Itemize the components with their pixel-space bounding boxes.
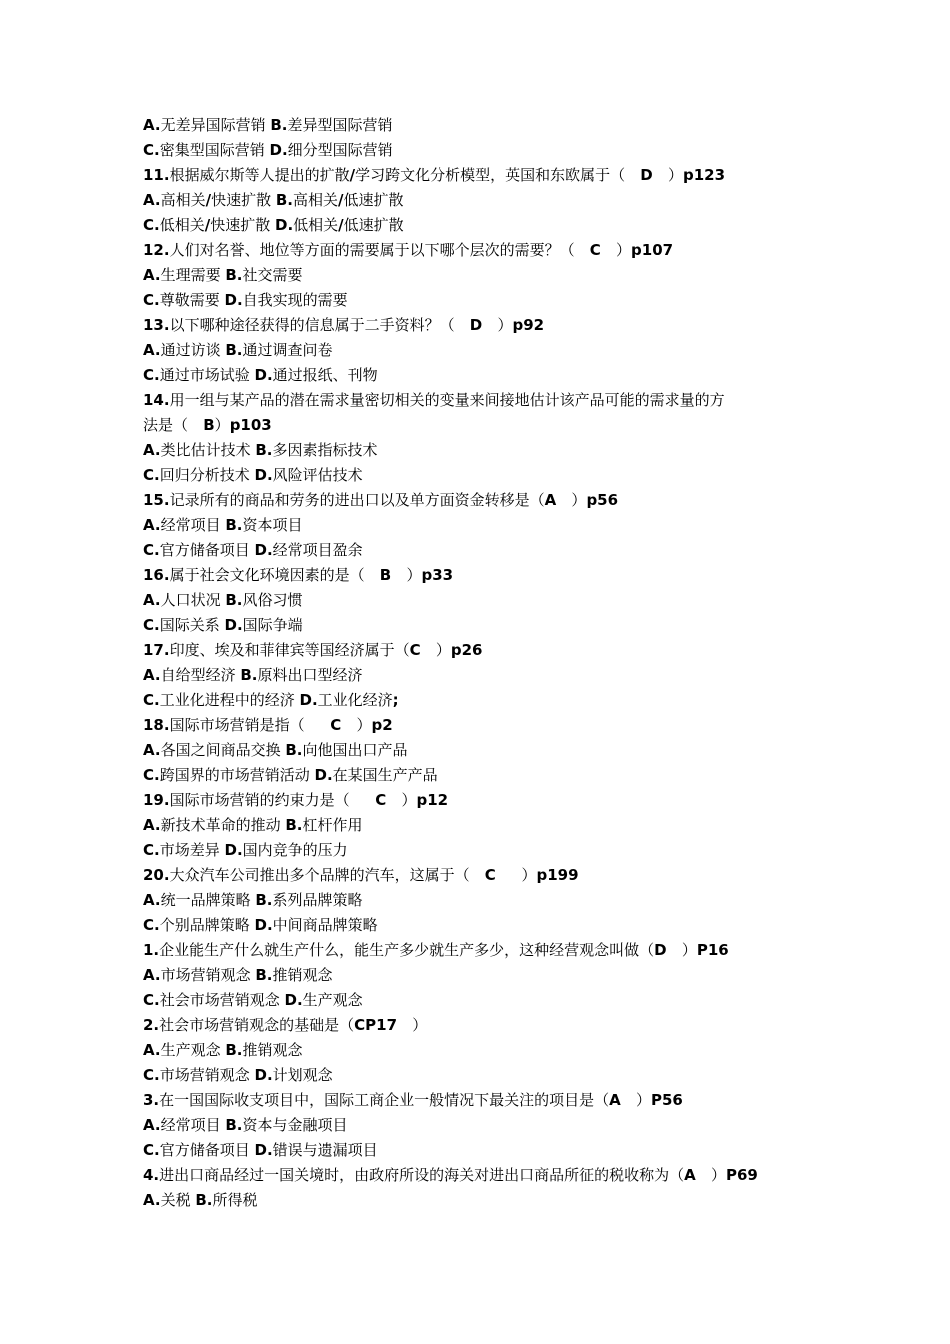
- bold-text: 16.: [143, 566, 170, 584]
- bold-text: 11.: [143, 166, 170, 184]
- bold-text: B.: [285, 741, 303, 759]
- text-run: ）: [516, 866, 537, 884]
- text-line: [143, 188, 823, 213]
- bold-text: C: [309, 716, 352, 734]
- bold-text: C.: [143, 141, 160, 159]
- text-line: [143, 513, 823, 538]
- text-line: [143, 613, 823, 638]
- bold-text: A: [609, 1091, 632, 1109]
- text-run: 推销观念: [242, 1041, 303, 1059]
- bold-text: p56: [586, 491, 619, 509]
- bold-text: D.: [299, 691, 318, 709]
- text-run: 生产观念: [160, 1041, 226, 1059]
- text-run: ）: [351, 716, 372, 734]
- text-line: [143, 788, 823, 813]
- text-run: 低速扩散: [343, 216, 404, 234]
- text-run: 跨国界的市场营销活动: [159, 766, 315, 784]
- bold-text: D.: [224, 291, 243, 309]
- text-run: 经常项目盈余: [272, 541, 363, 559]
- text-run: 经常项目: [160, 1116, 226, 1134]
- text-line: [143, 638, 823, 663]
- bold-text: /: [204, 216, 211, 234]
- text-run: ）: [706, 1166, 726, 1184]
- text-run: 新技术革命的推动: [160, 816, 286, 834]
- text-run: 统一品牌策略: [160, 891, 256, 909]
- text-run: 官方储备项目: [159, 1141, 255, 1159]
- text-line: [143, 1063, 823, 1088]
- bold-text: 13.: [143, 316, 170, 334]
- bold-text: A.: [143, 116, 161, 134]
- text-line: [143, 563, 823, 588]
- bold-text: 2.: [143, 1016, 160, 1034]
- bold-text: C: [579, 241, 612, 259]
- text-run: 关税: [160, 1191, 196, 1209]
- text-line: [143, 1013, 823, 1038]
- text-run: 通过报纸、刊物: [272, 366, 378, 384]
- text-line: [143, 738, 823, 763]
- bold-text: D.: [254, 1066, 273, 1084]
- bold-text: D.: [254, 916, 273, 934]
- text-run: ）: [631, 1091, 651, 1109]
- bold-text: A.: [143, 1116, 161, 1134]
- text-line: [143, 688, 823, 713]
- text-run: 经常项目: [160, 516, 226, 534]
- bold-text: 1.: [143, 941, 160, 959]
- bold-text: D.: [254, 1141, 273, 1159]
- text-run: 推销观念: [272, 966, 333, 984]
- text-line: [143, 863, 823, 888]
- bold-text: C.: [143, 216, 160, 234]
- text-run: 计划观念: [272, 1066, 333, 1084]
- bold-text: C.: [143, 291, 160, 309]
- bold-text: B.: [195, 1191, 213, 1209]
- bold-text: A.: [143, 191, 161, 209]
- bold-text: p103: [229, 416, 272, 434]
- text-run: 低相关: [293, 216, 339, 234]
- bold-text: C.: [143, 916, 160, 934]
- bold-text: p2: [371, 716, 393, 734]
- text-run: 在一国国际收支项目中，国际工商企业一般情况下最关注的项目是（: [159, 1091, 610, 1109]
- text-run: 风俗习惯: [242, 591, 303, 609]
- text-run: 资本与金融项目: [242, 1116, 348, 1134]
- bold-text: P69: [726, 1166, 758, 1184]
- text-run: 个别品牌策略: [159, 916, 255, 934]
- bold-text: P16: [696, 941, 729, 959]
- text-run: 低相关: [159, 216, 205, 234]
- bold-text: A.: [143, 516, 161, 534]
- bold-text: A.: [143, 1191, 161, 1209]
- text-run: ）: [566, 491, 587, 509]
- bold-text: C.: [143, 466, 160, 484]
- bold-text: /: [349, 166, 356, 184]
- text-run: 原料出口型经济: [257, 666, 363, 684]
- bold-text: A.: [143, 741, 161, 759]
- text-run: 以下哪种途径获得的信息属于二手资料？（: [169, 316, 460, 334]
- text-run: 国际市场营销是指（: [169, 716, 310, 734]
- bold-text: A.: [143, 891, 161, 909]
- bold-text: B.: [225, 266, 243, 284]
- bold-text: D: [654, 941, 678, 959]
- bold-text: D.: [224, 616, 243, 634]
- bold-text: C.: [143, 991, 160, 1009]
- bold-text: A.: [143, 816, 161, 834]
- bold-text: D.: [254, 541, 273, 559]
- text-line: [143, 263, 823, 288]
- text-run: 高相关: [293, 191, 339, 209]
- bold-text: D.: [284, 991, 303, 1009]
- bold-text: B.: [225, 341, 243, 359]
- bold-text: C: [474, 866, 517, 884]
- bold-text: B.: [275, 191, 294, 209]
- bold-text: p26: [450, 641, 483, 659]
- text-run: 法是（: [143, 416, 193, 434]
- bold-text: p199: [536, 866, 579, 884]
- bold-text: 19.: [143, 791, 170, 809]
- text-run: 在某国生产产品: [332, 766, 438, 784]
- text-run: 社会市场营销观念的基础是（: [159, 1016, 355, 1034]
- text-line: [143, 988, 823, 1013]
- text-run: 工业化进程中的经济: [159, 691, 300, 709]
- text-line: [143, 313, 823, 338]
- text-run: ）: [431, 641, 451, 659]
- bold-text: B.: [225, 1116, 243, 1134]
- bold-text: B.: [240, 666, 258, 684]
- bold-text: D.: [275, 216, 294, 234]
- text-line: [143, 838, 823, 863]
- bold-text: 20.: [143, 866, 170, 884]
- text-line: [143, 1163, 823, 1188]
- bold-text: B.: [270, 116, 288, 134]
- text-line: [143, 138, 823, 163]
- text-run: ）: [407, 1016, 428, 1034]
- bold-text: C.: [143, 841, 160, 859]
- text-line: [143, 463, 823, 488]
- text-run: 生产观念: [302, 991, 363, 1009]
- text-run: 人们对名誉、地位等方面的需要属于以下哪个层次的需要？（: [169, 241, 580, 259]
- bold-text: P56: [651, 1091, 683, 1109]
- bold-text: C.: [143, 366, 160, 384]
- text-run: 系列品牌策略: [272, 891, 363, 909]
- bold-text: CP17: [354, 1016, 408, 1034]
- text-run: 国际市场营销的约束力是（: [169, 791, 355, 809]
- bold-text: D.: [254, 366, 273, 384]
- bold-text: A.: [143, 1041, 161, 1059]
- bold-text: p12: [416, 791, 449, 809]
- bold-text: C.: [143, 1141, 160, 1159]
- text-run: 用一组与某产品的潜在需求量密切相关的变量来间接地估计该产品可能的需求量的方: [169, 391, 725, 409]
- bold-text: C.: [143, 616, 160, 634]
- bold-text: 15.: [143, 491, 170, 509]
- text-line: [143, 1113, 823, 1138]
- bold-text: p107: [631, 241, 674, 259]
- text-line: [143, 338, 823, 363]
- bold-text: A: [544, 491, 567, 509]
- text-line: [143, 538, 823, 563]
- text-run: 通过市场试验: [159, 366, 255, 384]
- text-run: 学习跨文化分析模型，英国和东欧属于（: [355, 166, 630, 184]
- text-run: 自我实现的需要: [242, 291, 348, 309]
- bold-text: p123: [682, 166, 726, 184]
- bold-text: 3.: [143, 1091, 160, 1109]
- bold-text: /: [338, 216, 344, 234]
- text-run: 市场营销观念: [160, 966, 256, 984]
- text-line: [143, 363, 823, 388]
- bold-text: B.: [255, 891, 273, 909]
- text-line: [143, 413, 823, 438]
- bold-text: B: [192, 416, 215, 434]
- text-run: 高相关: [160, 191, 206, 209]
- bold-text: D.: [224, 841, 243, 859]
- text-run: 根据威尔斯等人提出的扩散: [169, 166, 350, 184]
- text-run: 细分型国际营销: [287, 141, 393, 159]
- text-run: 快速扩散: [211, 191, 276, 209]
- bold-text: p33: [421, 566, 454, 584]
- text-run: 市场差异: [159, 841, 225, 859]
- text-line: [143, 213, 823, 238]
- bold-text: p92: [512, 316, 545, 334]
- text-line: [143, 938, 823, 963]
- text-line: [143, 163, 823, 188]
- text-run: 人口状况: [160, 591, 226, 609]
- text-run: 风险评估技术: [272, 466, 363, 484]
- text-line: [143, 913, 823, 938]
- text-run: 工业化经济: [317, 691, 393, 709]
- text-run: 错误与遗漏项目: [272, 1141, 378, 1159]
- bold-text: C.: [143, 691, 160, 709]
- document-body: [143, 113, 823, 1213]
- bold-text: B: [369, 566, 402, 584]
- bold-text: C.: [143, 541, 160, 559]
- text-line: [143, 288, 823, 313]
- text-line: [143, 1138, 823, 1163]
- bold-text: A.: [143, 266, 161, 284]
- text-run: 记录所有的商品和劳务的进出口以及单方面资金转移是（: [169, 491, 545, 509]
- text-run: 密集型国际营销: [159, 141, 270, 159]
- bold-text: 14.: [143, 391, 170, 409]
- text-line: [143, 813, 823, 838]
- text-line: [143, 663, 823, 688]
- text-run: 社交需要: [242, 266, 303, 284]
- text-line: [143, 888, 823, 913]
- text-run: 回归分析技术: [159, 466, 255, 484]
- text-run: 国内竞争的压力: [242, 841, 348, 859]
- bold-text: 18.: [143, 716, 170, 734]
- text-line: [143, 963, 823, 988]
- text-run: 尊敬需要: [159, 291, 225, 309]
- text-run: ）: [492, 316, 513, 334]
- text-run: ）: [677, 941, 697, 959]
- text-run: 低速扩散: [343, 191, 404, 209]
- text-run: 大众汽车公司推出多个品牌的汽车，这属于（: [169, 866, 475, 884]
- text-run: 所得税: [212, 1191, 258, 1209]
- bold-text: B.: [285, 816, 303, 834]
- text-run: 向他国出口产品: [302, 741, 408, 759]
- text-line: [143, 438, 823, 463]
- text-line: [143, 1188, 823, 1213]
- bold-text: A.: [143, 666, 161, 684]
- text-run: 印度、埃及和菲律宾等国经济属于（: [169, 641, 410, 659]
- text-run: 属于社会文化环境因素的是（: [169, 566, 370, 584]
- text-run: 多因素指标技术: [272, 441, 378, 459]
- text-run: ）: [663, 166, 683, 184]
- text-line: [143, 488, 823, 513]
- bold-text: 4.: [143, 1166, 160, 1184]
- text-run: 生理需要: [160, 266, 226, 284]
- text-line: [143, 1088, 823, 1113]
- text-run: 无差异国际营销: [160, 116, 271, 134]
- bold-text: A.: [143, 591, 161, 609]
- bold-text: D.: [254, 466, 273, 484]
- text-run: 进出口商品经过一国关境时，由政府所设的海关对进出口商品所征的税收称为（: [159, 1166, 685, 1184]
- bold-text: B.: [225, 1041, 243, 1059]
- text-run: 社会市场营销观念: [159, 991, 285, 1009]
- text-line: [143, 388, 823, 413]
- text-run: 国际关系: [159, 616, 225, 634]
- text-line: [143, 1038, 823, 1063]
- text-run: 差异型国际营销: [287, 116, 393, 134]
- bold-text: A.: [143, 341, 161, 359]
- text-run: 企业能生产什么就生产什么，能生产多少就生产多少，这种经营观念叫做（: [159, 941, 655, 959]
- text-run: 类比估计技术: [160, 441, 256, 459]
- text-run: 资本项目: [242, 516, 303, 534]
- text-line: [143, 763, 823, 788]
- bold-text: ;: [392, 691, 399, 709]
- bold-text: 17.: [143, 641, 170, 659]
- bold-text: C: [409, 641, 432, 659]
- bold-text: 12.: [143, 241, 170, 259]
- text-run: 自给型经济: [160, 666, 241, 684]
- bold-text: A: [684, 1166, 707, 1184]
- text-run: 国际争端: [242, 616, 303, 634]
- bold-text: B.: [255, 441, 273, 459]
- text-run: 通过调查问卷: [242, 341, 333, 359]
- bold-text: A.: [143, 441, 161, 459]
- text-run: ）: [401, 566, 422, 584]
- text-run: 中间商品牌策略: [272, 916, 378, 934]
- bold-text: A.: [143, 966, 161, 984]
- text-run: ）: [214, 416, 230, 434]
- text-run: 快速扩散: [210, 216, 275, 234]
- bold-text: /: [338, 191, 344, 209]
- bold-text: D: [629, 166, 664, 184]
- text-run: 市场营销观念: [159, 1066, 255, 1084]
- text-line: [143, 113, 823, 138]
- bold-text: B.: [225, 591, 243, 609]
- bold-text: C.: [143, 766, 160, 784]
- text-run: ）: [396, 791, 417, 809]
- bold-text: D.: [269, 141, 288, 159]
- bold-text: C: [354, 791, 397, 809]
- bold-text: D: [459, 316, 493, 334]
- text-line: [143, 238, 823, 263]
- text-run: 各国之间商品交换: [160, 741, 286, 759]
- bold-text: B.: [255, 966, 273, 984]
- text-line: [143, 713, 823, 738]
- text-run: ）: [611, 241, 632, 259]
- bold-text: D.: [314, 766, 333, 784]
- bold-text: B.: [225, 516, 243, 534]
- text-line: [143, 588, 823, 613]
- text-run: 杠杆作用: [302, 816, 363, 834]
- text-run: 通过访谈: [160, 341, 226, 359]
- bold-text: /: [205, 191, 212, 209]
- bold-text: C.: [143, 1066, 160, 1084]
- text-run: 官方储备项目: [159, 541, 255, 559]
